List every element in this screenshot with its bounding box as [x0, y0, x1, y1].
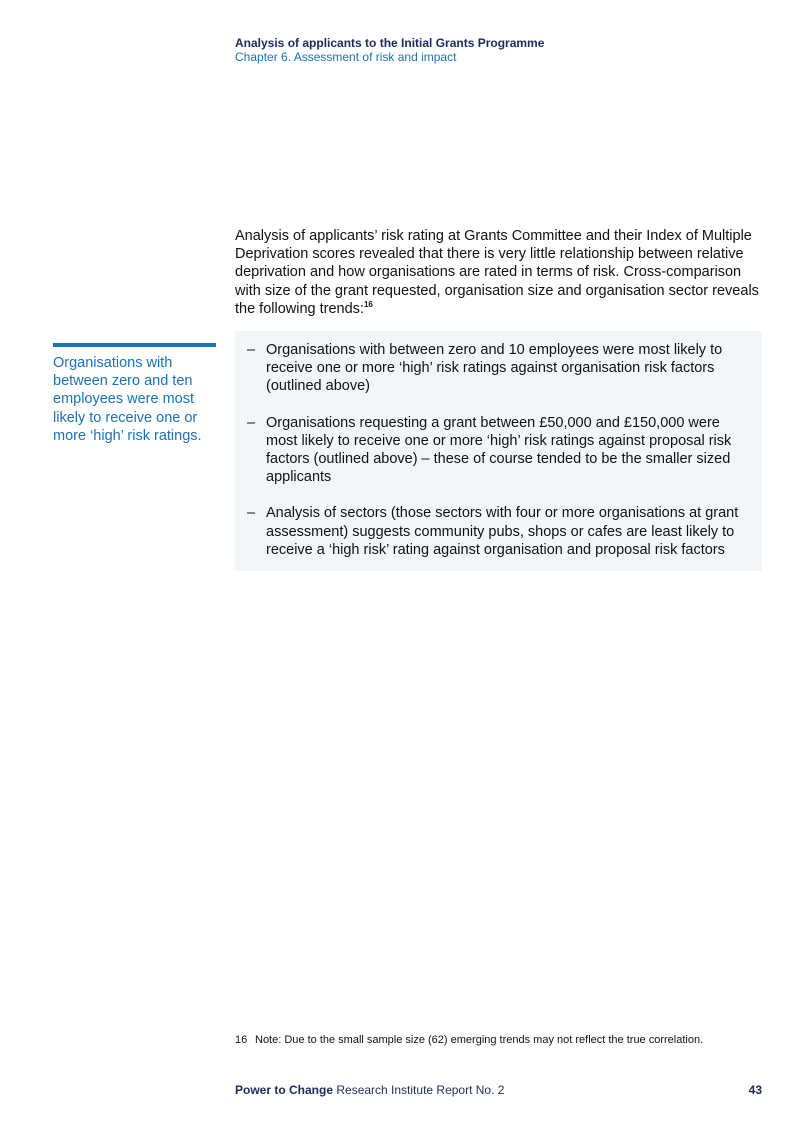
page-footer [235, 1083, 762, 1097]
trend-text: Organisations with between zero and 10 employees were most likely to receive one or more ‘high’ risk ratings against organisation risk factors (outlined above) [266, 342, 723, 395]
footnote [235, 1034, 765, 1047]
trend-item [247, 341, 750, 396]
report-title: Analysis of applicants to the Initial Grants Programme [235, 36, 545, 50]
trends-box [235, 331, 762, 571]
trend-item [247, 504, 750, 559]
intro-text: Analysis of applicants’ risk rating at Grants Committee and their Index of Multiple Deprivation scores revealed that there is very little relationship between relative deprivation and how organisations are rated in terms of risk. Cross-comparison with size of the grant requested, organisation size and organisation sector reveals the following trends: [235, 228, 759, 317]
pull-quote: Organisations with between zero and ten employees were most likely to receive one or more ‘high’ risk ratings. [53, 355, 202, 444]
chapter-title: Chapter 6. Assessment of risk and impact [235, 50, 457, 64]
dash-bullet: – [247, 414, 256, 431]
trend-item [247, 414, 750, 487]
footnote-number: 16 [235, 1034, 248, 1046]
running-header [235, 36, 544, 65]
dash-bullet: – [247, 505, 256, 522]
footnote-reference: 16 [363, 299, 373, 309]
pull-quote-rule [53, 343, 216, 347]
dash-bullet: – [247, 342, 256, 358]
trend-text: Analysis of sectors (those sectors with four or more organisations at grant assessment) suggests community pubs, shops or cafes are least likely to receive a ‘high risk’ rating against organisation and proposal risk factors [266, 505, 739, 558]
footer-report-name: Research Institute Report No. 2 [336, 1083, 505, 1097]
intro-paragraph [235, 227, 760, 318]
footnote-text: Note: Due to the small sample size (62) emerging trends may not reflect the true correlation. [255, 1034, 704, 1046]
trend-text: Organisations requesting a grant between £50,000 and £150,000 were most likely to receive one or more ‘high’ risk ratings against proposal risk factors (outlined above) – these of course tended to be the smaller sized applicants [266, 414, 732, 486]
footer-organisation: Power to Change [235, 1083, 334, 1097]
page-number: 43 [748, 1083, 762, 1097]
